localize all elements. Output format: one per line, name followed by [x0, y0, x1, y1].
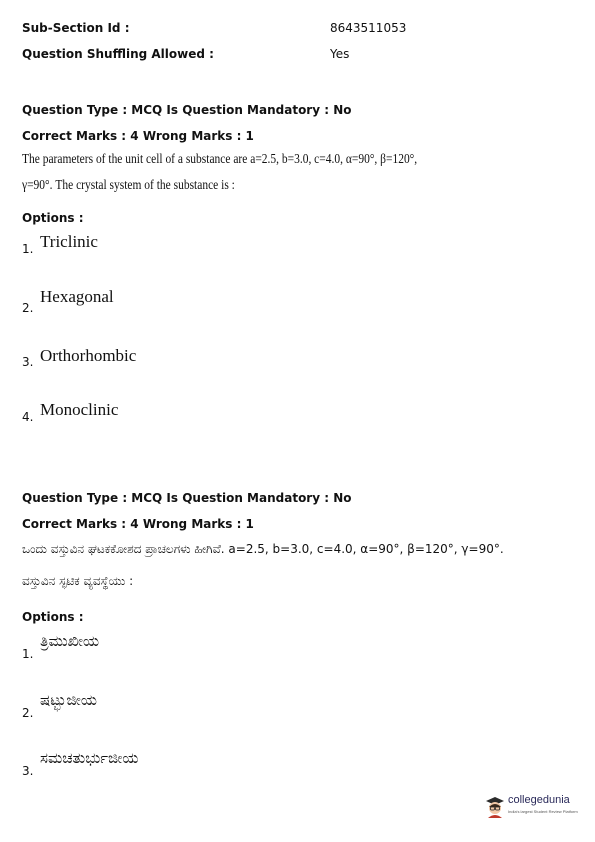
option-text: ಸಮಚತುರ್ಭುಜೀಯ [40, 749, 139, 767]
question-text-line-2: γ=90°. The crystal system of the substance is : [22, 178, 235, 193]
shuffle-value: Yes [330, 47, 350, 61]
student-avatar-icon [484, 794, 506, 818]
option-text: Triclinic [40, 232, 98, 251]
option-number: 1. [22, 242, 34, 256]
subsection-label: Sub-Section Id : [22, 21, 130, 35]
option-number: 2. [22, 706, 34, 720]
subsection-value: 8643511053 [330, 21, 407, 35]
option-number: 4. [22, 410, 34, 424]
shuffle-label: Question Shuffling Allowed : [22, 47, 214, 61]
options-label: Options : [22, 211, 84, 225]
logo-name: collegedunia [508, 794, 570, 806]
option-text: Monoclinic [40, 400, 119, 419]
option-number: 2. [22, 301, 34, 315]
question-text-line-1: The parameters of the unit cell of a substance are a=2.5, b=3.0, c=4.0, α=90°, β=120°, [22, 152, 418, 167]
option-text: Hexagonal [40, 287, 114, 306]
option-number: 3. [22, 764, 34, 778]
option-text: ಷಟ್ಭುಜೀಯ [40, 691, 97, 709]
question-type-line: Question Type : MCQ Is Question Mandatory : No [22, 103, 352, 117]
option-text: Orthorhombic [40, 346, 137, 365]
question-type-line: Question Type : MCQ Is Question Mandatory : No [22, 491, 352, 505]
logo-tagline: India's largest Student Review Platform [508, 809, 578, 814]
marks-line: Correct Marks : 4 Wrong Marks : 1 [22, 517, 254, 531]
option-number: 3. [22, 355, 34, 369]
option-text: ತ್ರಿಮುಖೀಯ [40, 632, 100, 650]
question-text-line-1: ಒಂದು ವಸ್ತುವಿನ ಘಟಕಕೋಶದ ಪ್ರಾಚಲಗಳು ಹೀಗಿವೆ. a=2.5, b=3.0, c=4.0, α=90°, β=120°, γ=90°. [22, 542, 504, 556]
option-number: 1. [22, 647, 34, 661]
collegedunia-logo [484, 791, 584, 821]
options-label: Options : [22, 610, 84, 624]
question-text-line-2: ವಸ್ತುವಿನ ಸ್ಫಟಿಕ ವ್ಯವಸ್ಥೆಯು : [22, 574, 134, 588]
marks-line: Correct Marks : 4 Wrong Marks : 1 [22, 129, 254, 143]
